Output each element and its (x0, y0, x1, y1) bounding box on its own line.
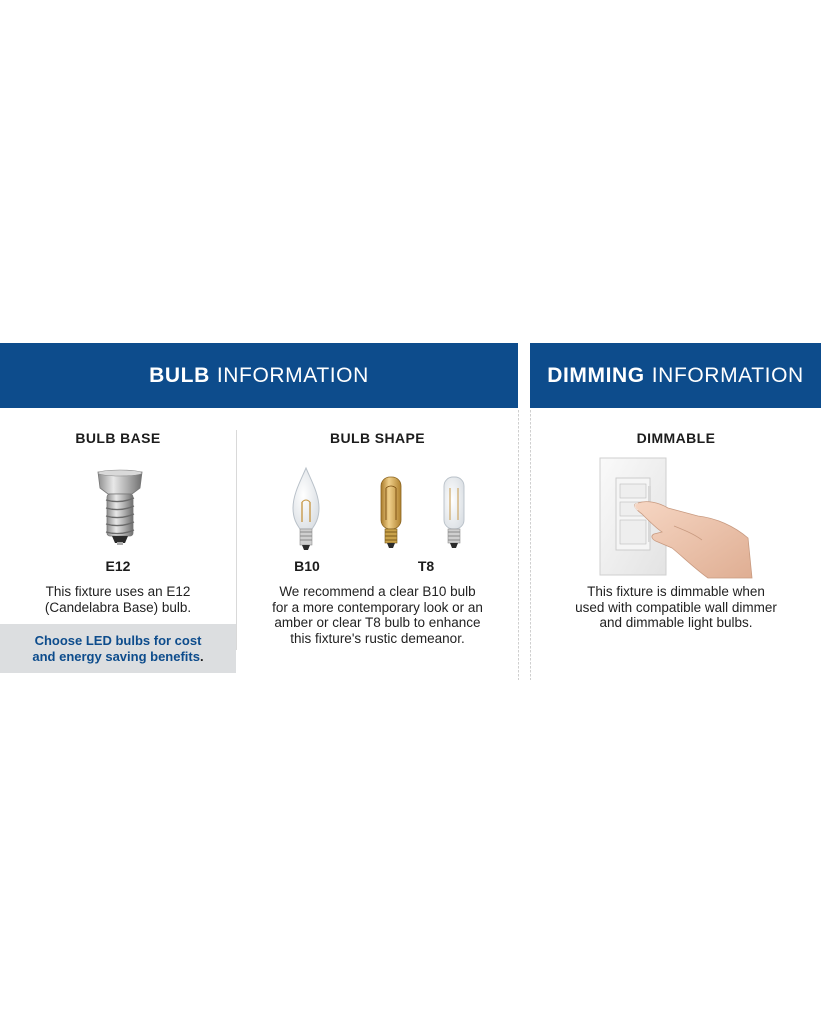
section-divider-left (518, 410, 519, 680)
dimming-banner-light: INFORMATION (651, 363, 804, 387)
dimmable-description-line: This fixture is dimmable when (587, 584, 765, 599)
b10-bulb-icon (288, 466, 324, 554)
dimming-information-banner (530, 343, 821, 408)
bulb-shape-description-line: amber or clear T8 bulb to enhance (274, 615, 481, 630)
dimming-banner-bold: DIMMING (547, 363, 645, 387)
dimmable-description-line: used with compatible wall dimmer (575, 599, 777, 615)
bulb-shape-description-line: this fixture's rustic demeanor. (290, 630, 465, 646)
t8-label: T8 (417, 558, 435, 574)
b10-label: B10 (294, 558, 320, 574)
e12-label: E12 (105, 558, 131, 574)
bulb-shape-description-line: We recommend a clear B10 bulb (279, 584, 476, 599)
dimmable-heading: DIMMABLE (636, 430, 716, 446)
led-tip-line: Choose LED bulbs for cost (34, 632, 202, 648)
e12-base-bulb-icon (92, 470, 148, 546)
bulb-banner-bold: BULB (149, 363, 210, 387)
dimmable-description (531, 584, 821, 631)
t8-clear-bulb-icon (440, 474, 468, 554)
bulb-base-description (0, 584, 236, 615)
bulb-shape-heading: BULB SHAPE (329, 430, 425, 446)
bulb-banner-light: INFORMATION (216, 363, 369, 387)
led-tip-period: . (199, 648, 204, 664)
led-tip-line: and energy saving benefits (32, 648, 200, 664)
wall-dimmer-with-hand-icon (598, 456, 753, 578)
bulb-shape-description (237, 584, 518, 646)
dimmable-description-line: and dimmable light bulbs. (599, 615, 753, 630)
led-tip-box (0, 624, 236, 673)
section-divider-right (530, 410, 531, 680)
bulb-base-description-line: (Candelabra Base) bulb. (44, 599, 192, 615)
t8-amber-bulb-icon (376, 474, 406, 554)
bulb-shape-description-line: for a more contemporary look or an (272, 599, 483, 615)
bulb-base-description-line: This fixture uses an E12 (45, 584, 191, 599)
bulb-base-heading: BULB BASE (75, 430, 161, 446)
bulb-information-banner (0, 343, 518, 408)
